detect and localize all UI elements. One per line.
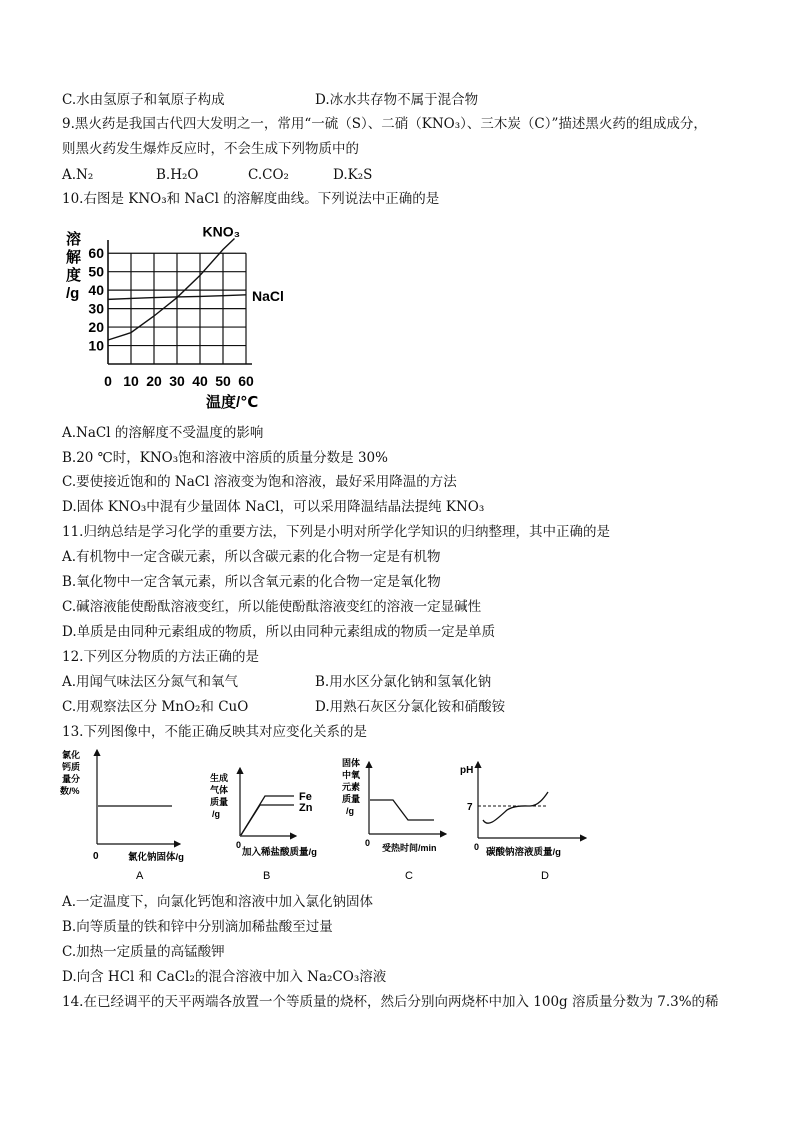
q11-option-a: A.有机物中一定含碳元素，所以含碳元素的化合物一定是有机物 [62, 549, 441, 565]
graph-d-ylabel: pH [460, 765, 474, 776]
graph-c-ylabel-5: /g [346, 806, 354, 816]
q12-option-d: D.用熟石灰区分氯化铵和硝酸铵 [315, 699, 506, 715]
q10-option-b: B.20 ℃时，KNO₃饱和溶液中溶质的质量分数是 30% [62, 450, 388, 466]
x-tick-20: 20 [146, 373, 162, 389]
q10-option-a: A.NaCl 的溶解度不受温度的影响 [62, 425, 264, 441]
graph-b-curve-zn [241, 805, 294, 835]
x-axis-label: 温度/℃ [206, 394, 259, 411]
graph-c [342, 757, 446, 882]
y-tick-40: 40 [88, 282, 104, 299]
graph-a-ylabel-3: 量分 [62, 774, 81, 784]
q13-option-c: C.加热一定质量的高锰酸钾 [62, 944, 225, 960]
graph-b-origin: 0 [236, 840, 242, 850]
x-tick-0: 0 [104, 373, 112, 389]
graph-c-ylabel-4: 质量 [342, 794, 361, 804]
q10-option-c: C.要使接近饱和的 NaCl 溶液变为饱和溶液，最好采用降温的方法 [62, 474, 457, 490]
graph-a-ylabel [60, 749, 80, 796]
q13-stem: 13.下列图像中，不能正确反映其对应变化关系的是 [62, 724, 367, 740]
q12-option-b: B.用水区分氯化钠和氢氧化钠 [315, 674, 492, 690]
graph-b-curve-fe [241, 796, 294, 835]
graph-d-letter: D [541, 870, 549, 882]
graph-b-ylabel-4: /g [212, 809, 220, 819]
ylabel-char-3: 度 [66, 267, 82, 284]
q11-stem: 11.归纳总结是学习化学的重要方法，下列是小明对所学化学知识的归纳整理，其中正确的是 [62, 524, 610, 540]
graph-b-ylabel-1: 生成 [210, 773, 229, 783]
graph-b-letter: B [263, 870, 271, 882]
graph-c-curve [370, 800, 434, 820]
q13-option-b: B.向等质量的铁和锌中分别滴加稀盐酸至过量 [62, 919, 333, 935]
graph-c-ylabel-2: 中氧 [342, 770, 361, 780]
graph-a-ylabel-2: 钙质 [62, 762, 81, 772]
q13-graphs [60, 748, 600, 888]
graph-b-label-zn: Zn [299, 802, 313, 814]
q9-stem-line2: 则黑火药发生爆炸反应时，不会生成下列物质中的 [62, 141, 359, 157]
graph-b-ylabel-2: 气体 [210, 785, 229, 795]
series-label-kno3: KNO₃ [202, 223, 241, 240]
graph-b-ylabel [210, 772, 228, 819]
graph-d-xlabel: 碳酸钠溶液质量/g [486, 847, 561, 858]
y-tick-50: 50 [88, 263, 104, 280]
q13-option-d: D.向含 HCl 和 CaCl₂的混合溶液中加入 Na₂CO₃溶液 [62, 969, 387, 985]
graph-c-ylabel-3: 元素 [342, 782, 361, 792]
graph-a-letter: A [136, 870, 144, 882]
y-axis-label [66, 230, 81, 302]
x-tick-50: 50 [215, 373, 231, 389]
graph-a-xlabel: 氯化钠固体/g [128, 852, 184, 863]
graph-a-ylabel-4: 数/% [60, 786, 80, 796]
y-tick-labels [88, 245, 104, 353]
y-tick-20: 20 [88, 319, 104, 336]
q10-stem: 10.右图是 KNO₃和 NaCl 的溶解度曲线。下列说法中正确的是 [62, 191, 440, 207]
graph-c-ylabel-1: 固体 [342, 758, 361, 768]
q12-stem: 12.下列区分物质的方法正确的是 [62, 649, 259, 665]
solubility-chart [60, 222, 290, 417]
graph-c-xlabel: 受热时间/min [382, 843, 437, 853]
q8-option-c: C.水由氢原子和氧原子构成 [62, 92, 225, 108]
q12-options-ab [62, 673, 492, 691]
q9-option-d: D.K₂S [333, 167, 373, 183]
q9-option-c: C.CO₂ [248, 167, 289, 183]
x-tick-labels [104, 373, 254, 389]
series-label-nacl: NaCl [252, 287, 284, 304]
graph-d-curve [483, 792, 548, 823]
chart-grid [108, 253, 246, 364]
x-tick-40: 40 [192, 373, 208, 389]
x-tick-10: 10 [123, 373, 139, 389]
q12-option-a: A.用闻气味法区分氮气和氧气 [62, 674, 239, 690]
chart-series [108, 223, 284, 340]
q8-options-cd [62, 91, 479, 109]
q11-option-b: B.氧化物中一定含氧元素，所以含氧元素的化合物一定是氧化物 [62, 574, 441, 590]
graph-d-origin: 0 [474, 842, 480, 852]
graph-d-mark-7: 7 [467, 802, 473, 813]
graph-a [60, 749, 184, 882]
graph-c-origin: 0 [365, 838, 371, 848]
graph-a-ylabel-1: 氯化 [62, 750, 81, 760]
q12-options-cd [62, 698, 506, 716]
q8-option-d: D.冰水共存物不属于混合物 [315, 92, 479, 108]
ylabel-char-2: 解 [66, 249, 82, 266]
q11-option-c: C.碱溶液能使酚酞溶液变红，所以能使酚酞溶液变红的溶液一定显碱性 [62, 599, 482, 615]
q12-option-c: C.用观察法区分 MnO₂和 CuO [62, 699, 249, 715]
q9-option-b: B.H₂O [156, 167, 199, 183]
q11-option-d: D.单质是由同种元素组成的物质，所以由同种元素组成的物质一定是单质 [62, 624, 496, 640]
x-tick-30: 30 [169, 373, 185, 389]
q9-option-a: A.N₂ [62, 167, 94, 183]
q13-option-a: A.一定温度下，向氯化钙饱和溶液中加入氯化钠固体 [62, 894, 374, 910]
graph-b-label-fe: Fe [299, 791, 312, 803]
y-tick-30: 30 [88, 300, 104, 317]
q9-stem-line1: 9.黑火药是我国古代四大发明之一，常用“一硫（S）、二硝（KNO₃）、三木炭（C）”描述黑火药的组成成分， [62, 116, 707, 132]
q14-stem: 14.在已经调平的天平两端各放置一个等质量的烧杯，然后分别向两烧杯中加入 100g 溶质量分数为 7.3%的稀 [62, 994, 719, 1010]
y-tick-60: 60 [88, 245, 104, 262]
ylabel-char-4: /g [66, 285, 80, 302]
y-tick-10: 10 [88, 337, 104, 354]
ylabel-char-1: 溶 [66, 231, 82, 248]
graph-b-xlabel: 加入稀盐酸质量/g [242, 847, 317, 858]
graph-b-ylabel-3: 质量 [210, 797, 229, 807]
graph-d [460, 762, 586, 882]
graph-b [210, 768, 317, 882]
q9-options [62, 166, 372, 184]
graph-c-letter: C [405, 870, 413, 882]
x-tick-60: 60 [238, 373, 254, 389]
graph-a-origin: 0 [93, 851, 99, 862]
graph-c-ylabel [342, 757, 361, 816]
q10-option-d: D.固体 KNO₃中混有少量固体 NaCl，可以采用降温结晶法提纯 KNO₃ [62, 499, 485, 515]
